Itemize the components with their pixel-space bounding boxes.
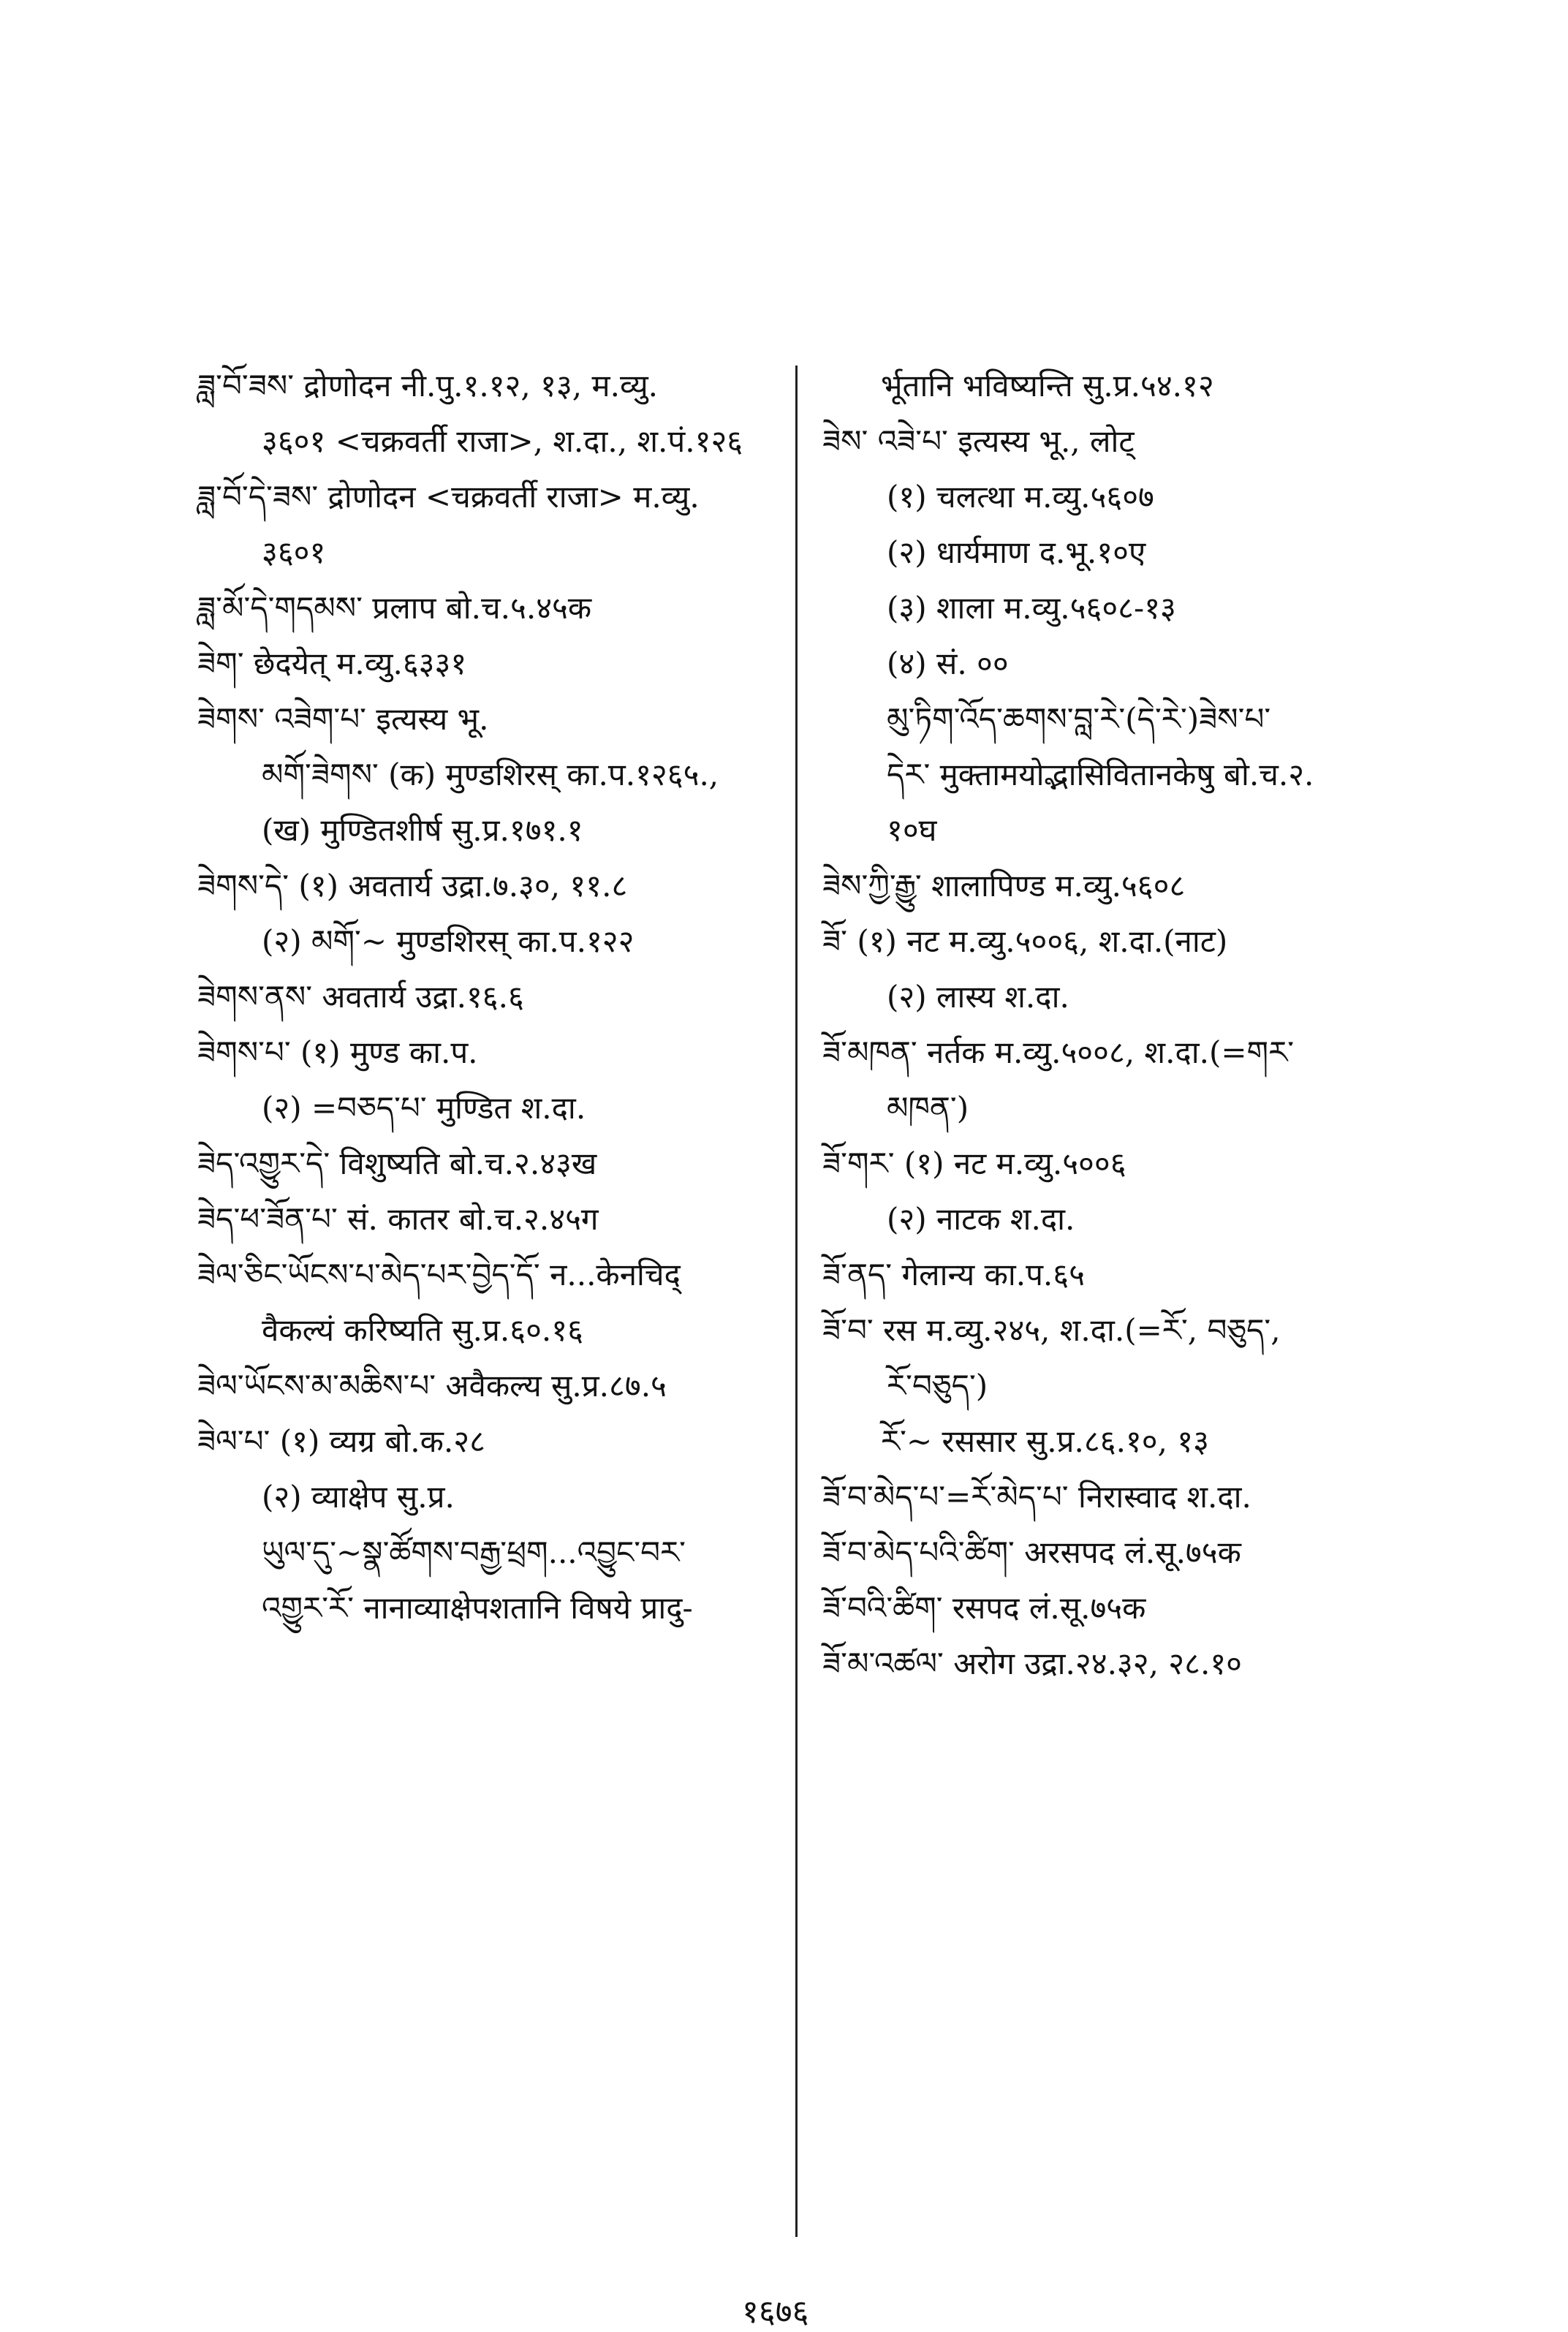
dictionary-line: (१) चलत्था म.व्यु.५६०७ — [887, 479, 1154, 515]
dictionary-line: (२) མགོ་~ मुण्डशिरस् का.प.१२२ — [262, 923, 635, 959]
dictionary-line: वैकल्यं करिष्यति सु.प्र.६०.१६ — [262, 1312, 583, 1348]
dictionary-line: རོ་~ रससार सु.प्र.८६.१०, १३ — [881, 1423, 1209, 1459]
dictionary-line: འགྱུར་རོ་ नानाव्याक्षेपशतानि विषये प्रादु- — [262, 1590, 693, 1626]
dictionary-line: र्भूतानि भविष्यन्ति सु.प्र.५४.१२ — [881, 368, 1214, 404]
dictionary-line: ཟེད་འགྱུར་དེ་ विशुष्यति बो.च.२.४३ख — [197, 1146, 597, 1181]
dictionary-line: (४) सं. ०० — [887, 646, 1009, 681]
dictionary-line: ཟླ་བོ་དེ་ཟས་ द्रोणोदन <चक्रवर्ती राजा> म.व्यु. — [197, 479, 700, 515]
dictionary-line: ཟླ་བོ་ཟས་ द्रोणोदन नी.पु.१.१२, १३, म.व्यु. — [197, 368, 659, 404]
dictionary-line: १०घ — [887, 812, 937, 848]
dictionary-line: ཟེགས་ འཟེག་པ་ इत्यस्य भू. — [197, 701, 489, 737]
dictionary-line: ཟོ་གར་ (१) नट म.व्यु.५००६ — [822, 1146, 1126, 1181]
dictionary-line: ཟེད་ཕ་ཟོན་པ་ सं. कातर बो.च.२.४५ग — [197, 1201, 599, 1237]
dictionary-line: (३) शाला म.व्यु.५६०८-१३ — [887, 590, 1176, 626]
dictionary-line: (ख) मुण्डितशीर्ष सु.प्र.१७१.१ — [262, 812, 583, 848]
dictionary-line: མཁན་) — [887, 1090, 969, 1126]
dictionary-line: ཟོ་བའི་ཚིག་ रसपद लं.सू.७५क — [822, 1590, 1146, 1626]
dictionary-line: ཟེས་ འཟེ་པ་ इत्यस्य भू., लोट् — [822, 423, 1135, 459]
dictionary-line: ཟེལ་ཡོངས་མ་མཆིས་པ་ अवैकल्य सु.प्र.८७.५ — [197, 1368, 667, 1404]
column-divider — [795, 366, 798, 2237]
dictionary-line: ཟོ་བ་མེད་པའི་ཚིག་ अरसपद लं.सू.७५क — [822, 1534, 1241, 1570]
dictionary-line: མུ་ཏིག་འོད་ཆགས་བླ་རེ་(དེ་རེ་)ཟེས་པ་ — [887, 701, 1271, 737]
dictionary-line: (२) धार्यमाण द.भू.१०ए — [887, 534, 1146, 570]
dictionary-line: རོ་བཅུད་) — [887, 1368, 988, 1404]
dictionary-line: ཟེལ་པ་ (१) व्यग्र बो.क.२८ — [197, 1423, 485, 1459]
dictionary-line: ३६०१ — [262, 534, 326, 570]
dictionary-line: ཟེས་ཀྱི་རྒྱུ་ शालापिण्ड म.व्यु.५६०८ — [822, 868, 1186, 904]
dictionary-line: ཟོ་མཁན་ नर्तक म.व्यु.५००८, श.दा.(=གར་ — [822, 1034, 1295, 1070]
dictionary-line: ཟླ་མོ་དེ་གདམས་ प्रलाप बो.च.५.४५क — [197, 590, 592, 626]
dictionary-line: ཟོ་བ་ रस म.व्यु.२४५, श.दा.(=རོ་, བཅུད་, — [822, 1312, 1281, 1348]
dictionary-line: ३६०१ <चक्रवर्ती राजा>, श.दा., श.पं.१२६ — [262, 423, 743, 459]
dictionary-line: (२) =བཅད་པ་ मुण्डित श.दा. — [262, 1090, 586, 1126]
dictionary-line: ཟོ་ནད་ गेलान्य का.प.६५ — [822, 1257, 1085, 1292]
left-column — [197, 358, 782, 1636]
dictionary-line: (२) व्याक्षेप सु.प्र. — [262, 1479, 455, 1515]
dictionary-line: (२) लास्य श.दा. — [887, 979, 1069, 1015]
dictionary-line: ཡུལ་དུ་~སྣ་ཚོགས་བརྒྱ་ཕྲག...འབྱུང་བར་ — [262, 1534, 686, 1570]
dictionary-line: དེར་ मुक्तामयोद्भासिवितानकेषु बो.च.२. — [887, 757, 1314, 792]
dictionary-line: ཟེག་ छेदयेत् म.व्यु.६३३१ — [197, 646, 467, 681]
page-number: १६७६ — [742, 2293, 809, 2331]
dictionary-line: ཟེལ་ཅིང་ཡོངས་པ་མེད་པར་བྱེད་དོ་ न...केनचिद् — [197, 1257, 681, 1292]
dictionary-line: མགོ་ཟེགས་ (क) मुण्डशिरस् का.प.१२६५., — [262, 757, 719, 792]
dictionary-line: ཟེགས་པ་ (१) मुण्ड का.प. — [197, 1034, 478, 1070]
dictionary-line: ཟོ་ (१) नट म.व्यु.५००६, श.दा.(नाट) — [822, 923, 1228, 959]
dictionary-line: ཟོ་མ་འཚལ་ अरोग उद्रा.२४.३२, २८.१० — [822, 1646, 1243, 1681]
dictionary-line: (२) नाटक श.दा. — [887, 1201, 1075, 1237]
dictionary-line: ཟེགས་ནས་ अवतार्य उद्रा.१६.६ — [197, 979, 524, 1015]
right-column — [822, 358, 1429, 1692]
dictionary-line: ཟེགས་དེ་ (१) अवतार्य उद्रा.७.३०, ११.८ — [197, 868, 628, 904]
dictionary-line: ཟོ་བ་མེད་པ་=རོ་མེད་པ་ निरास्वाद श.दा. — [822, 1479, 1251, 1515]
